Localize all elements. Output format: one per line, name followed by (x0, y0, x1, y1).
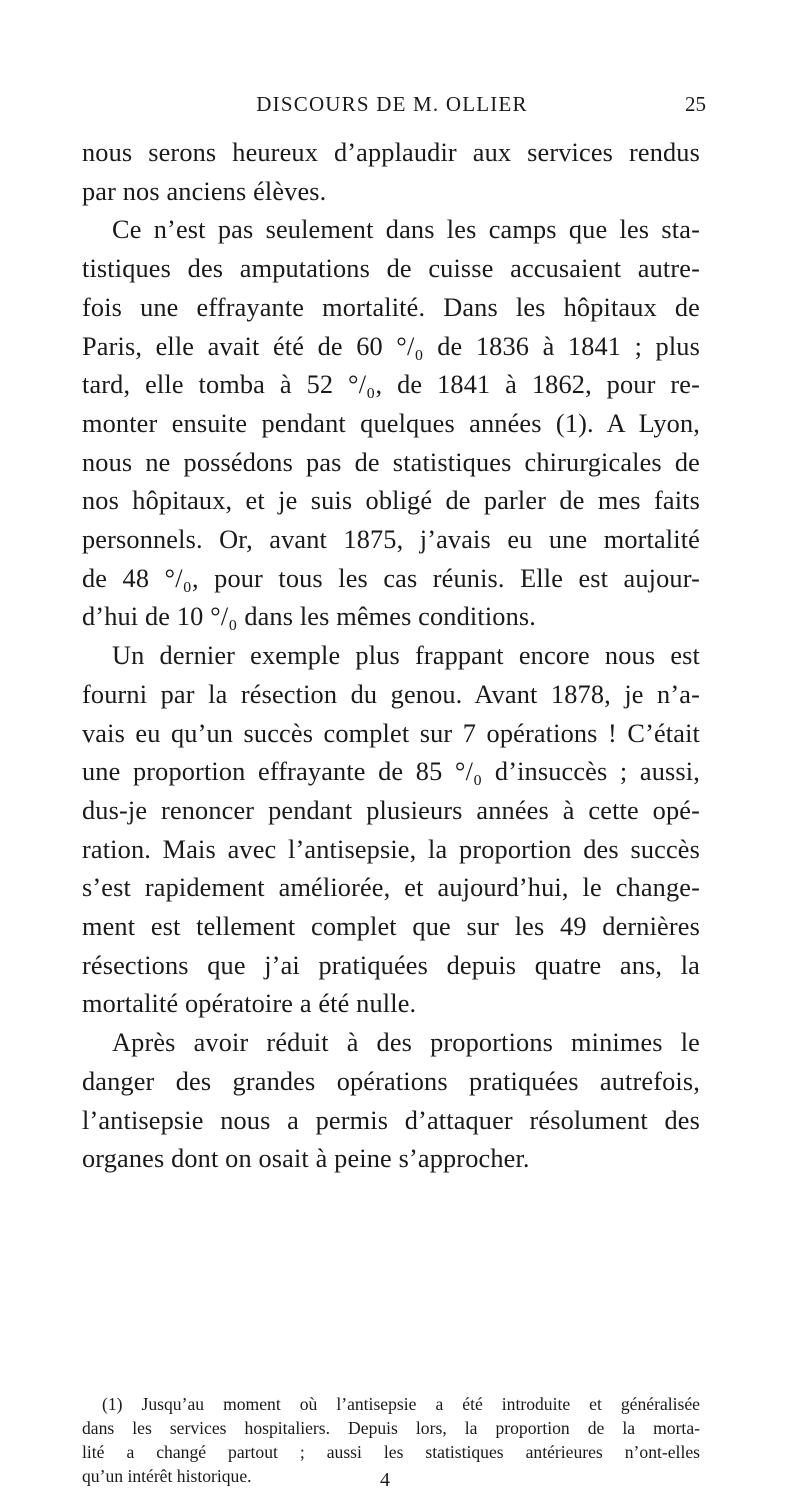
text-line: personnels. Or, avant 1875, j’avais eu une mortalité (82, 525, 700, 555)
text-line: dus-je renoncer pendant plusieurs années à cette opé- (82, 795, 700, 825)
text-line: fourni par la résection du genou. Avant 1878, je n’a- (82, 679, 700, 709)
text-line: mortalité opératoire a été nulle. (82, 989, 417, 1019)
text-line: ment est tellement complet que sur les 49 dernières (82, 912, 700, 942)
body-text (82, 134, 700, 1179)
text-line: fois une effrayante mortalité. Dans les hôpitaux de (82, 292, 700, 322)
text-line: tard, elle tomba à 52 °/₀, de 1841 à 1862, pour re- (82, 370, 700, 400)
text-line: Un dernier exemple plus frappant encore nous est (112, 641, 700, 671)
signature-mark: 4 (380, 1469, 390, 1491)
text-line: nous serons heureux d’applaudir aux services rendus (82, 138, 700, 167)
running-title: DISCOURS DE M. OLLIER (256, 92, 528, 116)
text-line: Après avoir réduit à des proportions minimes le (112, 1028, 700, 1058)
text-line: Paris, elle avait été de 60 °/₀ de 1836 à 1841 ; plus (82, 331, 700, 361)
running-head (82, 92, 706, 122)
page-number: 25 (685, 92, 706, 116)
text-line: par nos anciens élèves. (82, 176, 327, 206)
text-line: monter ensuite pendant quelques années (1). A Lyon, (82, 408, 700, 438)
text-line: l’antisepsie nous a permis d’attaquer résolument des (82, 1105, 700, 1135)
text-line: une proportion effrayante de 85 °/₀ d’insuccès ; aussi, (82, 757, 700, 787)
text-line: ration. Mais avec l’antisepsie, la proportion des succès (82, 834, 700, 864)
text-line: s’est rapidement améliorée, et aujourd’hui, le change- (82, 873, 700, 903)
text-line: nous ne possédons pas de statistiques chirurgicales de (82, 447, 700, 477)
footnote-line: (1) Jusqu’au moment où l’antisepsie a été introduite et généralisée (102, 1394, 700, 1414)
text-line: tistiques des amputations de cuisse accusaient autre- (82, 254, 700, 284)
text-line: Ce n’est pas seulement dans les camps que les sta- (112, 215, 700, 245)
text-line: nos hôpitaux, et je suis obligé de parler de mes faits (82, 486, 700, 516)
text-line: danger des grandes opérations pratiquées autrefois, (82, 1066, 700, 1096)
footnote-line: dans les services hospitaliers. Depuis lors, la proportion de la morta- (82, 1418, 700, 1438)
text-line: résections que j’ai pratiquées depuis quatre ans, la (82, 950, 700, 980)
text-line: organes dont on osait à peine s’approcher. (82, 1144, 530, 1174)
text-line: vais eu qu’un succès complet sur 7 opérations ! C’était (82, 718, 700, 748)
text-line: d’hui de 10 °/₀ dans les mêmes conditions. (82, 602, 536, 632)
footnote (82, 1392, 700, 1488)
text-line: de 48 °/₀, pour tous les cas réunis. Elle est aujour- (82, 563, 700, 593)
footnote-line: lité a changé partout ; aussi les statistiques antérieures n’ont-elles (82, 1442, 700, 1462)
footnote-line: qu’un intérêt historique. (82, 1466, 252, 1486)
